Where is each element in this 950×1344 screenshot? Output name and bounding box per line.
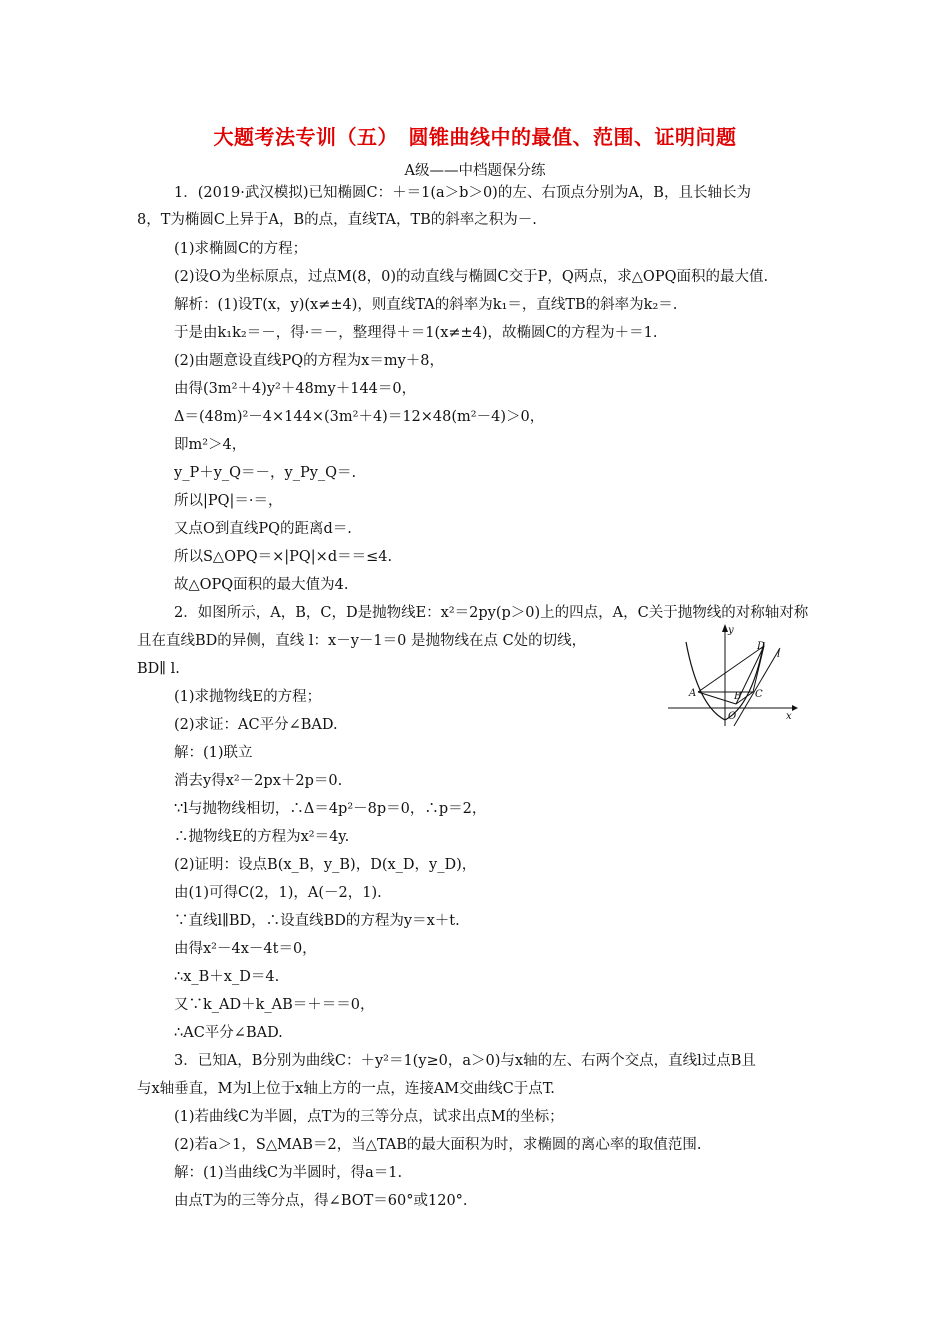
text-line: 3．已知A，B分别为曲线C：＋y²＝1(y≥0，a＞0)与x轴的左、右两个交点，直线l过点B且 xyxy=(174,1053,756,1069)
text-line: (2)求证：AC平分∠BAD. xyxy=(174,717,338,733)
text-line: (1)求椭圆C的方程； xyxy=(174,241,308,257)
text-line: 由得x²－4x－4t＝0， xyxy=(174,941,317,957)
text-line: ∴抛物线E的方程为x²＝4y. xyxy=(174,829,350,845)
x-axis-arrow xyxy=(792,705,798,711)
text-line: 又∵k_AD＋k_AB＝＋＝＝0， xyxy=(174,997,375,1013)
label-o: O xyxy=(728,711,737,722)
label-x: x xyxy=(786,711,792,722)
text-line: 由(1)可得C(2，1)，A(－2，1). xyxy=(174,885,382,901)
text-line: 解：(1)联立 xyxy=(174,745,253,761)
text-line: (1)若曲线C为半圆，点T为的三等分点，试求出点M的坐标； xyxy=(174,1109,564,1125)
text-line: 所以S△OPQ＝×|PQ|×d＝＝≤4. xyxy=(174,549,393,565)
text-line: ∵直线l∥BD，∴设直线BD的方程为y＝x＋t. xyxy=(174,913,460,929)
text-line: 于是由k₁k₂＝－，得·＝－，整理得＋＝1(x≠±4)，故椭圆C的方程为＋＝1. xyxy=(174,325,658,341)
page-title: 大题考法专训（五） 圆锥曲线中的最值、范围、证明问题 xyxy=(213,125,737,149)
text-line: 2．如图所示，A，B，C，D是抛物线E：x²＝2py(p＞0)上的四点，A，C关于抛物线的对称轴对称 xyxy=(174,605,809,621)
text-line: 与x轴垂直，M为l上位于x轴上方的一点，连接AM交曲线C于点T. xyxy=(137,1081,555,1097)
text-line: y_P＋y_Q＝－，y_Py_Q＝. xyxy=(174,465,357,481)
text-line: 即m²＞4， xyxy=(174,437,247,453)
label-b: B xyxy=(734,691,742,702)
text-line: 消去y得x²－2px＋2p＝0. xyxy=(174,773,343,789)
text-line: (2)设O为坐标原点，过点M(8，0)的动直线与椭圆C交于P，Q两点，求△OPQ面积的最大值. xyxy=(174,269,769,285)
label-d: D xyxy=(757,641,766,652)
text-line: Δ＝(48m)²－4×144×(3m²＋4)＝12×48(m²－4)＞0， xyxy=(174,409,545,425)
label-c: C xyxy=(755,689,763,700)
text-line: 解：(1)当曲线C为半圆时，得a＝1. xyxy=(174,1165,403,1181)
segment-ad xyxy=(698,646,764,692)
parabola-figure xyxy=(668,622,798,727)
parabola-diagram xyxy=(668,622,798,727)
text-line: 由点T为的三等分点，得∠BOT＝60°或120°. xyxy=(174,1193,468,1209)
text-line: 1．(2019·武汉模拟)已知椭圆C：＋＝1(a＞b＞0)的左、右顶点分别为A，B，且长轴长为 xyxy=(174,185,751,201)
label-a: A xyxy=(689,688,697,699)
text-line: 由得(3m²＋4)y²＋48my＋144＝0， xyxy=(174,381,417,397)
label-l: l xyxy=(777,649,781,660)
label-y: y xyxy=(728,625,734,636)
text-line: 且在直线BD的异侧，直线 l：x－y－1＝0 是抛物线在点 C处的切线， xyxy=(137,633,587,649)
text-line: (1)求抛物线E的方程； xyxy=(174,689,322,705)
text-line: 解析：(1)设T(x，y)(x≠±4)，则直线TA的斜率为k₁＝，直线TB的斜率为k₂＝. xyxy=(174,297,678,313)
text-line: 所以|PQ|＝·＝， xyxy=(174,493,283,509)
text-line: ∵l与抛物线相切，∴Δ＝4p²－8p＝0，∴p＝2， xyxy=(174,801,487,817)
text-line: BD∥ l. xyxy=(137,661,180,677)
text-line: (2)若a＞1，S△MAB＝2，当△TAB的最大面积为时，求椭圆的离心率的取值范围. xyxy=(174,1137,702,1153)
section-subtitle: A级——中档题保分练 xyxy=(404,163,546,179)
text-line: 又点O到直线PQ的距离d＝. xyxy=(174,521,352,537)
text-line: 8，T为椭圆C上异于A，B的点，直线TA，TB的斜率之积为－. xyxy=(137,212,537,228)
text-line: ∴AC平分∠BAD. xyxy=(174,1025,283,1041)
text-line: (2)由题意设直线PQ的方程为x＝my＋8， xyxy=(174,353,445,369)
text-line: ∴x_B＋x_D＝4. xyxy=(174,969,280,985)
text-line: 故△OPQ面积的最大值为4. xyxy=(174,577,349,593)
text-line: (2)证明：设点B(x_B，y_B)，D(x_D，y_D)， xyxy=(174,857,477,873)
